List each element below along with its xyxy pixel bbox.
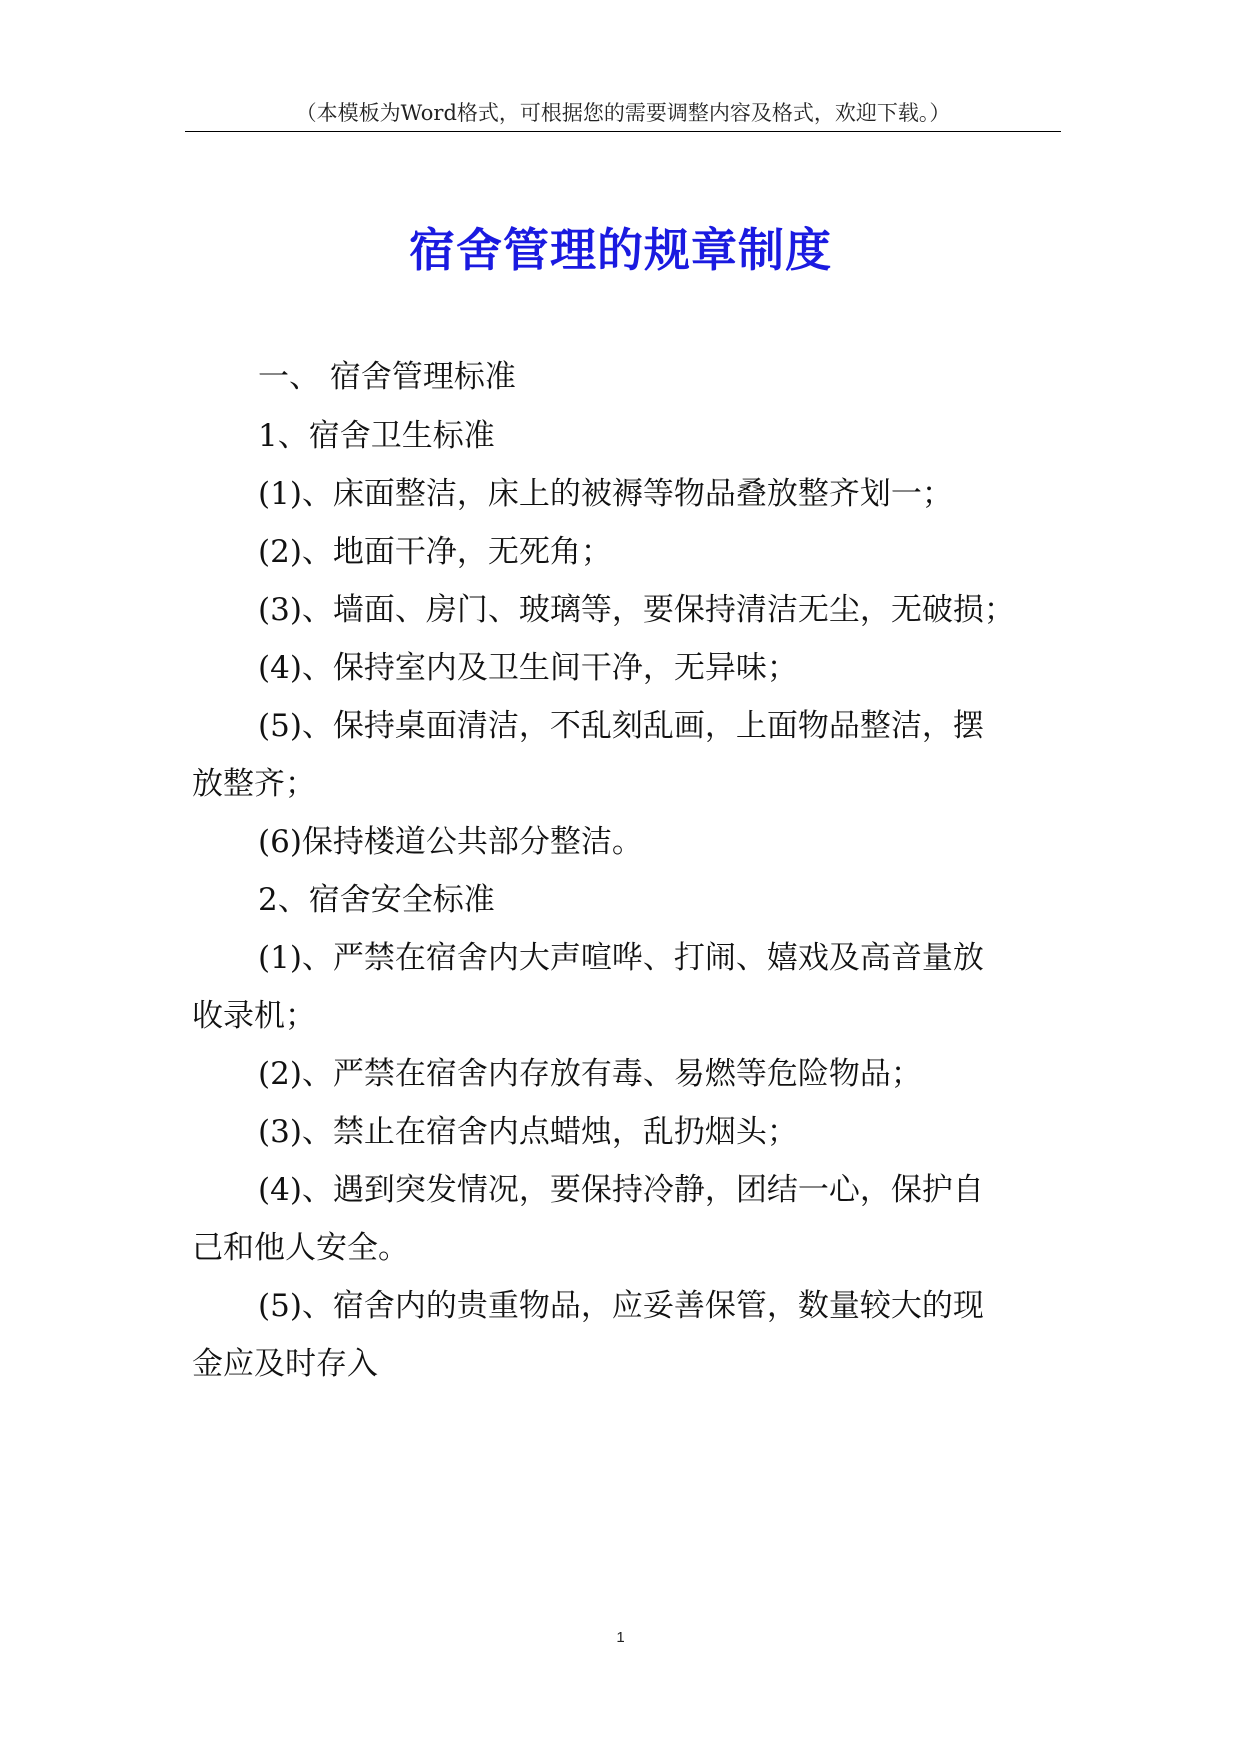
section-heading-standards: 一、 宿舍管理标准 — [258, 359, 516, 395]
hygiene-item-6: (6)保持楼道公共部分整洁。 — [258, 824, 643, 860]
safety-item-1-continued: 收录机； — [192, 998, 316, 1034]
hygiene-item-4: (4)、保持室内及卫生间干净，无异味； — [258, 650, 798, 686]
hygiene-item-5: (5)、保持桌面清洁，不乱刻乱画，上面物品整洁，摆 — [258, 708, 984, 744]
header-note: （本模板为Word格式，可根据您的需要调整内容及格式，欢迎下载。） — [295, 101, 951, 125]
safety-item-3: (3)、禁止在宿舍内点蜡烛，乱扔烟头； — [258, 1114, 798, 1150]
hygiene-item-2: (2)、地面干净，无死角； — [258, 534, 612, 570]
header-divider — [185, 131, 1061, 132]
safety-item-5: (5)、宿舍内的贵重物品，应妥善保管，数量较大的现 — [258, 1288, 984, 1324]
safety-item-2: (2)、严禁在宿舍内存放有毒、易燃等危险物品； — [258, 1056, 922, 1092]
safety-item-5-continued: 金应及时存入 — [192, 1346, 378, 1382]
safety-item-4: (4)、遇到突发情况，要保持冷静，团结一心，保护自 — [258, 1172, 984, 1208]
hygiene-item-5-continued: 放整齐； — [192, 766, 316, 802]
subsection-safety-standards: 2、宿舍安全标准 — [258, 882, 495, 918]
subsection-hygiene-standards: 1、宿舍卫生标准 — [258, 418, 495, 454]
document-title: 宿舍管理的规章制度 — [409, 223, 832, 277]
hygiene-item-3: (3)、墙面、房门、玻璃等，要保持清洁无尘，无破损； — [258, 592, 1015, 628]
safety-item-4-continued: 己和他人安全。 — [192, 1230, 409, 1266]
safety-item-1: (1)、严禁在宿舍内大声喧哗、打闹、嬉戏及高音量放 — [258, 940, 984, 976]
page-number: 1 — [616, 1629, 625, 1646]
hygiene-item-1: (1)、床面整洁，床上的被褥等物品叠放整齐划一； — [258, 476, 953, 512]
